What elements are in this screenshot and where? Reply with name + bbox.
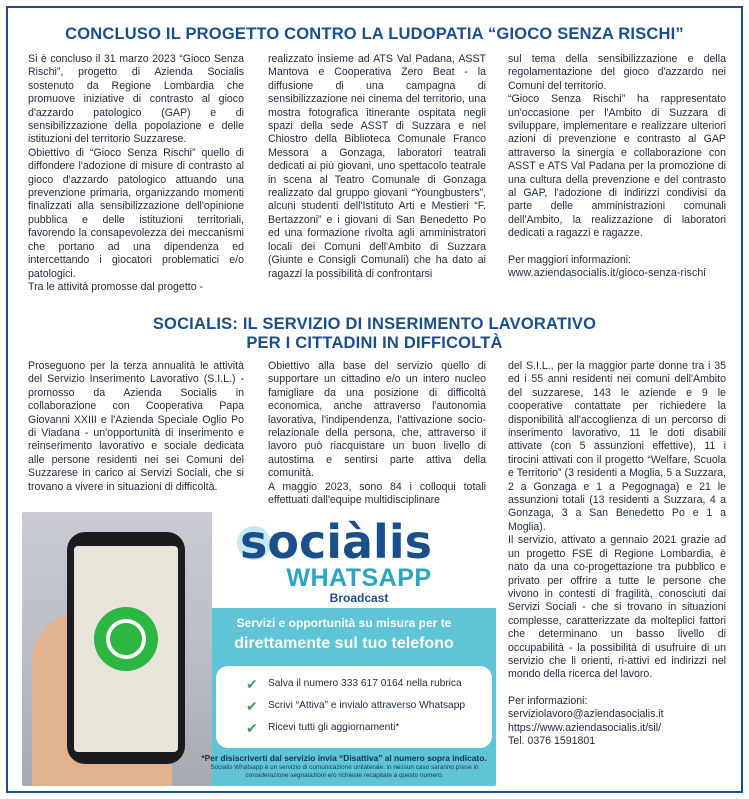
promo-tagline-1: Servizi e opportunità su misura per te <box>236 616 452 630</box>
info-link[interactable]: www.aziendasocialis.it/gioco-senza-rischi <box>508 267 706 280</box>
article2-column-3 <box>508 360 726 748</box>
website-link[interactable]: https://www.aziendasocialis.it/sil/ <box>508 721 662 734</box>
article1-title: CONCLUSO IL PROGETTO CONTRO LA LUDOPATIA “GIOCO SENZA RISCHI” <box>65 25 684 43</box>
promo-steps-box <box>216 666 492 748</box>
phone-number: Tel. 0376 1591801 <box>508 734 596 747</box>
article2-title-line2: PER I CITTADINI IN DIFFICOLTÀ <box>246 334 503 352</box>
paragraph: realizzato insieme ad ATS Val Padana, ASST Mantova e Cooperativa Zero Beat - la diffusione di una campagna di sensibilizzazione nei cinema del territorio, una mostra fotografica itinerante ospitata negli spazi della sede ASST di Suzzara e nel Chiostro della Biblioteca Comunale Franco Messora a Gonzaga, laboratori teatrali dedicati ai più giovani, uno spettacolo teatrale in scena al Teatro Comunale di Gonzaga realizzato dal gruppo giovani “Youngbusters”, alcuni studenti dell'Istituto Arti e Mestieri “F. Bertazzoni” e i giovani di San Benedetto Po ed una formazione rivolta agli amministratori locali dei Comuni dell'Ambito di Suzzara (Giunte e Consigli Comunali) che ha dato ai ragazzi la possibilità di confrontarsi <box>268 53 486 280</box>
paragraph: A maggio 2023, sono 84 i colloqui totali effettuati dall'equipe multidisciplinare <box>268 480 486 507</box>
article2-column-2 <box>268 360 486 507</box>
paragraph: Proseguono per la terza annualità le attività del Servizio Inserimento Lavorativo (S.I.L.) - promosso da Azienda Socialis in collaborazione con Cooperativa Papa Giovanni XXIII e l'Azienda Speciale Oglio Po di Viadana - un'opportunità di inserimento e reinserimento lavorativo e sociale dedicata alle persone residenti nei sei Comuni del Suzzarese in carico ai Servizi Sociali, che si trovano a vivere in situazioni di difficoltà. <box>28 360 244 493</box>
article2-column-1 <box>28 360 244 494</box>
paragraph: Si è concluso il 31 marzo 2023 “Gioco Senza Rischi”, progetto di Azienda Socialis sostenuto da Regione Lombardia che promuove iniziative di contrasto al gioco d'azzardo patologico (GAP) e di sensibilizzazione della popolazione e delle istituzioni del territorio Suzzarese. <box>28 53 244 146</box>
promo-subtitle: Broadcast <box>329 591 389 605</box>
info-label: Per maggiori informazioni: <box>508 253 632 266</box>
article1-column-1 <box>28 53 244 294</box>
article1-column-3 <box>508 53 726 281</box>
promo-disclaimer: Socialis Whatsapp è un servizio di comunicazione unilaterale: in nessun caso saranno prese in considerazione segnalazioni e/o richieste recapitate a questo numero. <box>210 764 479 779</box>
paragraph: Obiettivo di “Gioco Senza Rischi” quello di diffondere l'adozione di misure di contrasto al gioco d'azzardo patologico attuando una prevenzione primaria, organizzando momenti finalizzati alla sensibilizzazione dell'opinione pubblica e delle istituzioni territoriali, favorendo la consapevolezza dei meccanismi che portano ad una dipendenza ed intercettando i giocatori problematici e/o patologici. <box>28 146 244 280</box>
paragraph: del S.I.L., per la maggior parte donne tra i 35 ed i 55 anni residenti nei comuni dell'Ambito del suzzarese, 143 le aziende e 9 le cooperative contattate per richiedere la disponibilità all'accoglienza di un percorso di inserimento lavorativo, 11 le doti disabili attivate (con 5 assunzioni effettive), 11 i tirocini attivati con il progetto “Welfare, Scuola e Territorio” (3 residenti a Moglia, 5 a Suzzara, 2 a Gonzaga e 1 a Pegognaga) e 21 le assunzioni totali (13 residenti a Suzzara, 4 a Gonzaga, 3 a San Benedetto Po e 1 a Moglia). <box>508 360 726 533</box>
socialis-logo: sociàlis <box>240 515 432 569</box>
check-icon: ✔ <box>246 698 258 714</box>
email-link[interactable]: serviziolavoro@aziendasocialis.it <box>508 708 664 721</box>
whatsapp-broadcast-promo <box>22 512 496 786</box>
check-icon: ✔ <box>246 720 258 736</box>
paragraph: Obiettivo alla base del servizio quello di supportare un cittadino e/o un intero nucleo famigliare da una posizione di difficoltà economica, anche attraverso l'autonomia lavorativa, l'indipendenza, l'attivazione socio-relazionale della persona, che, attraverso il lavoro può riacquistare un buon livello di autostima e sentirsi parte attiva della comunità. <box>268 360 486 480</box>
paragraph: Tra le attività promosse dal progetto - <box>28 280 204 293</box>
promo-unsubscribe-note: *Per disiscriverti dal servizio invia “Disattiva” al numero sopra indicato. <box>201 753 487 763</box>
promo-tagline-2: direttamente sul tuo telefono <box>234 635 454 652</box>
promo-step-2: Scrivi “Attiva” e invialo attraverso Whatsapp <box>268 700 466 711</box>
promo-step-1: Salva il numero 333 617 0164 nella rubrica <box>268 678 462 689</box>
check-icon: ✔ <box>246 676 258 692</box>
info-label: Per informazioni: <box>508 694 588 707</box>
promo-title: WHATSAPP <box>286 564 432 592</box>
paragraph: “Gioco Senza Rischi” ha rappresentato un'occasione per l'Ambito di Suzzara di sviluppare, implementare e realizzare ulteriori azioni di prevenzione e contrasto al GAP attraverso la sinergia e collaborazione con ASST e ATS Val Padana per la promozione di una cultura della prevenzione e del contrasto al GAP, l'adozione di indirizzi condivisi da parte delle amministrazioni comunali dell'Ambito, la realizzazione di laboratori dedicati a ragazzi e ragazze. <box>508 93 726 240</box>
article1-column-2 <box>268 53 486 281</box>
whatsapp-icon-ring <box>106 619 146 659</box>
promo-step-3: Ricevi tutti gli aggiornamenti* <box>268 722 400 733</box>
article2-title-line1: SOCIALIS: IL SERVIZIO DI INSERIMENTO LAVORATIVO <box>152 315 597 333</box>
paragraph: Il servizio, attivato a gennaio 2021 grazie ad un progetto FSE di Regione Lombardia, è nato da una co-progettazione tra pubblico e privato per offrire a tutte le persone che vivono in contesti di fragilità, conosciuti dai Servizi Sociali - che si trovano in situazioni complesse, caratterizzate da molteplici fattori che determinano un basso livello di occupabilità - la possibilità di usufruire di un servizio che li orienti, ri-attivi ed indirizzi nel mondo della ricerca del lavoro. <box>508 534 726 681</box>
paragraph: sul tema della sensibilizzazione e della regolamentazione del gioco d'azzardo nei Comuni del territorio. <box>508 53 726 92</box>
